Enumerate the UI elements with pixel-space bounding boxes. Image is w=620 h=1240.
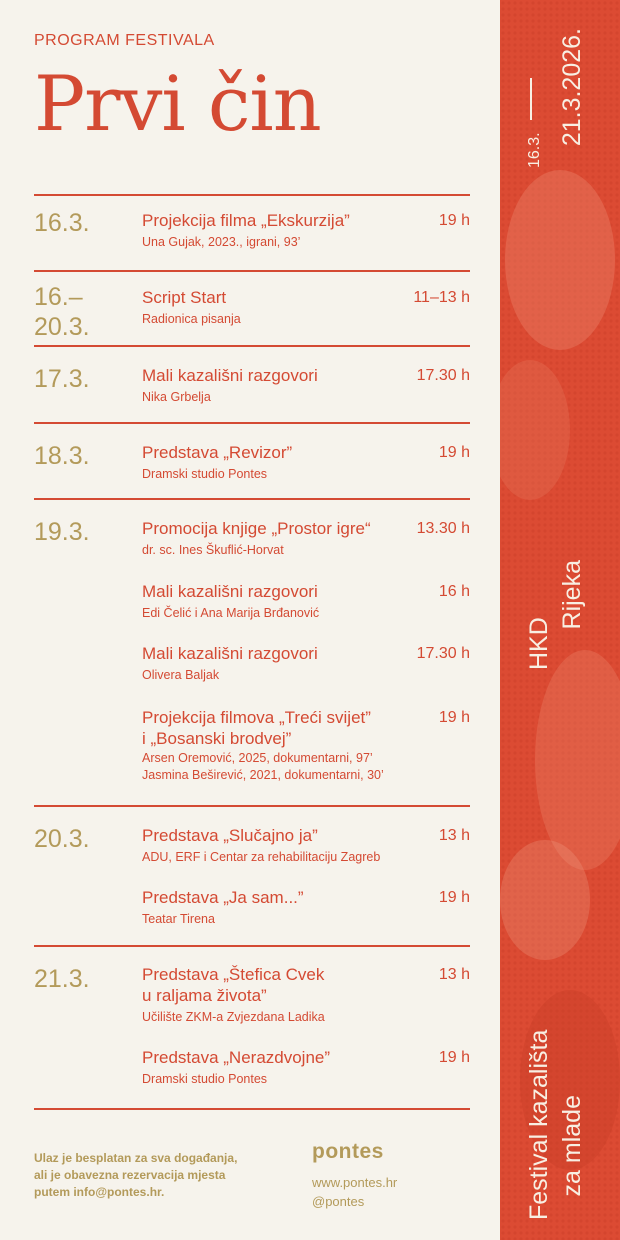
event-time: 13 h [438, 966, 470, 983]
program-date: 18.3. [34, 442, 90, 470]
event-title: Predstava „Revizor” [142, 443, 293, 462]
entry-note-line: ali je obavezna rezervacija mjesta [34, 1168, 226, 1182]
event-details: Edi Čelić i Ana Marija Brđanović [142, 606, 320, 620]
program-date: 19.3. [34, 518, 90, 546]
program-event [142, 707, 470, 784]
venue-city [560, 560, 585, 629]
event-title: Mali kazališni razgovori [142, 582, 318, 601]
event-details: Dramski studio Pontes [142, 467, 268, 481]
program-date: 20.3. [34, 825, 90, 853]
divider [34, 1108, 470, 1110]
divider [34, 194, 470, 196]
date-start: 16.3. [526, 132, 543, 168]
event-time: 17.30 h [416, 367, 470, 384]
event-title: Predstava „Štefica Cvek [142, 965, 325, 984]
event-details: Una Gujak, 2023., igrani, 93’ [142, 235, 301, 249]
event-details: Olivera Baljak [142, 668, 220, 682]
festival-dates-end [560, 28, 585, 146]
festival-name-2 [560, 1095, 585, 1196]
divider [34, 498, 470, 500]
program-date: 16.– [34, 283, 83, 311]
event-title-line-2: i „Bosanski brodvej” [142, 729, 292, 748]
venue-line-1: HKD [525, 617, 553, 670]
entry-note-line: Ulaz je besplatan za sva događanja, [34, 1151, 238, 1165]
event-time: 19 h [438, 444, 470, 461]
event-details: dr. sc. Ines Škuflić-Horvat [142, 543, 284, 557]
event-title: Predstava „Ja sam...” [142, 888, 304, 907]
event-time: 17.30 h [416, 645, 470, 662]
event-title: Projekcija filmova „Treći svijet” [142, 708, 371, 727]
divider [34, 270, 470, 272]
program-date: 20.3. [34, 313, 90, 341]
date-dash [530, 78, 532, 120]
event-title: Predstava „Slučajno ja” [142, 826, 318, 845]
festival-line-2: za mlade [558, 1095, 586, 1197]
event-title: Predstava „Nerazdvojne” [142, 1048, 331, 1067]
date-end: 21.3.2026. [558, 28, 586, 147]
divider [34, 422, 470, 424]
program-date: 21.3. [34, 965, 90, 993]
event-details: ADU, ERF i Centar za rehabilitaciju Zagreb [142, 850, 381, 864]
event-time: 13 h [438, 827, 470, 844]
entry-note [34, 1150, 284, 1201]
event-details: Arsen Oremović, 2025, dokumentarni, 97’ [142, 751, 373, 765]
entry-note-line: putem info@pontes.hr. [34, 1185, 165, 1199]
divider [34, 345, 470, 347]
program-event [142, 887, 470, 928]
event-details: Učilište ZKM-a Zvjezdana Ladika [142, 1010, 325, 1024]
program-event [142, 442, 470, 483]
program-event [142, 825, 470, 866]
program-event [142, 581, 470, 622]
event-time: 19 h [438, 709, 470, 726]
event-title: Mali kazališni razgovori [142, 644, 318, 663]
program-event [142, 1047, 470, 1088]
venue-line-2: Rijeka [558, 560, 586, 630]
program-event [142, 643, 470, 684]
program-kicker: PROGRAM FESTIVALA [34, 32, 215, 49]
event-time: 19 h [438, 1049, 470, 1066]
program-event [142, 287, 470, 328]
venue-name [527, 560, 552, 670]
program-event [142, 365, 470, 406]
event-details-line-2: Jasmina Beširević, 2021, dokumentarni, 30’ [142, 768, 384, 782]
event-time: 19 h [438, 212, 470, 229]
event-time: 16 h [438, 583, 470, 600]
program-event [142, 964, 470, 1026]
festival-line-1: Festival kazališta [525, 1029, 553, 1220]
festival-name [527, 985, 552, 1220]
event-details: Radionica pisanja [142, 312, 241, 326]
event-time: 11–13 h [413, 289, 470, 306]
festival-title: Prvi čin [34, 59, 321, 148]
website-link[interactable]: www.pontes.hr [312, 1175, 398, 1190]
event-title: Script Start [142, 288, 227, 307]
program-date: 16.3. [34, 209, 90, 237]
festival-dates [527, 28, 543, 168]
program-event [142, 210, 470, 251]
event-time: 19 h [438, 889, 470, 906]
event-title: Projekcija filma „Ekskurzija” [142, 211, 350, 230]
event-details: Teatar Tirena [142, 912, 215, 926]
program-date: 17.3. [34, 365, 90, 393]
event-details: Nika Grbelja [142, 390, 211, 404]
event-time: 13.30 h [416, 520, 470, 537]
divider [34, 805, 470, 807]
event-title-line-2: u raljama života” [142, 986, 267, 1005]
social-handle[interactable]: @pontes [312, 1194, 365, 1209]
program-event [142, 518, 470, 559]
event-details: Dramski studio Pontes [142, 1072, 268, 1086]
pontes-logo: pontes [312, 1140, 384, 1163]
divider [34, 945, 470, 947]
event-title: Promocija knjige „Prostor igre“ [142, 519, 371, 538]
event-title: Mali kazališni razgovori [142, 366, 318, 385]
contact-links [312, 1173, 397, 1211]
